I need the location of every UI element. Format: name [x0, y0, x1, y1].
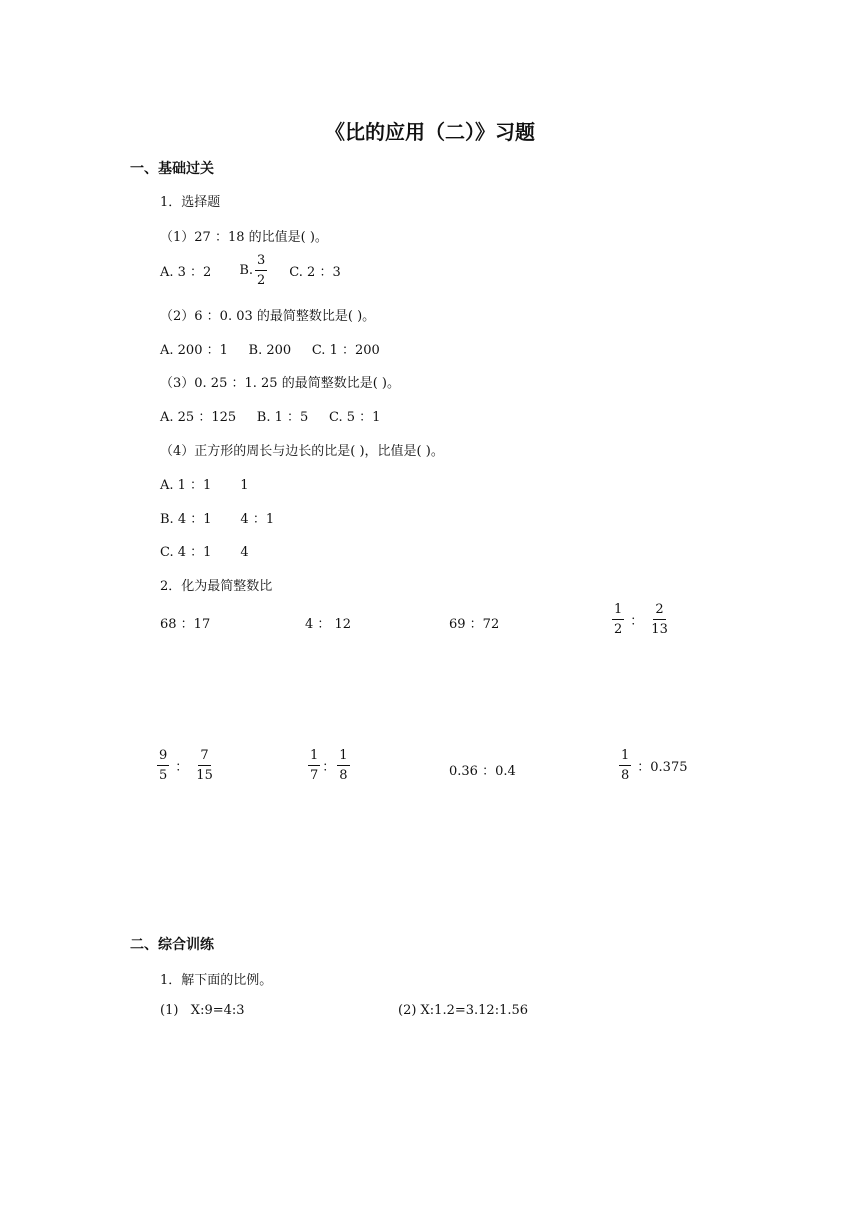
problem-1-options: [160, 253, 341, 288]
fraction-denominator: 2: [257, 273, 266, 288]
fraction-numerator: 1: [308, 748, 320, 766]
ratio-decimal-036-04: 0.36 ：0.4: [449, 764, 516, 779]
proportion-equation-1: (1) X:9=4:3: [160, 1003, 245, 1018]
fraction-b: [649, 602, 670, 637]
fraction-a: [308, 748, 320, 783]
option-c: C. 2 ：3: [289, 265, 341, 280]
fraction-numerator: 3: [255, 253, 267, 271]
problem-3-stem: （3）0. 25 ：1. 25 的最简整数比是( )。: [160, 376, 400, 391]
fraction-denominator: 15: [196, 768, 213, 783]
fraction-denominator: 13: [651, 622, 668, 637]
fraction-numerator: 1: [337, 748, 349, 766]
problem-4-option-a: A. 1 ：1 1: [160, 478, 249, 493]
fraction-numerator: 7: [198, 748, 210, 766]
section-2-question-1-title: 1．解下面的比例。: [160, 973, 273, 988]
ratio-fraction-1-8-0375: [619, 748, 688, 783]
fraction-denominator: 5: [159, 768, 168, 783]
ratio-fraction-1-7-1-8: [308, 748, 350, 783]
problem-2-options: A. 200 ：1 B. 200 C. 1 ：200: [160, 343, 380, 358]
fraction-a: [612, 602, 624, 637]
problem-3-options: A. 25 ：125 B. 1 ：5 C. 5 ：1: [160, 410, 381, 425]
problem-2-stem: （2）6 ：0. 03 的最简整数比是( )。: [160, 309, 376, 324]
section-1-heading: 一、基础过关: [130, 161, 214, 177]
fraction-a: [619, 748, 631, 783]
ratio-69-72: 69 ：72: [449, 617, 500, 632]
option-b-prefix: B.: [239, 263, 254, 278]
fraction-denominator: 8: [339, 768, 348, 783]
option-a: A. 3 ：2: [160, 265, 212, 280]
ratio-4-12: 4 ： 12: [305, 617, 352, 632]
fraction-b: [194, 748, 215, 783]
fraction-b: [337, 748, 349, 783]
fraction-numerator: 1: [619, 748, 631, 766]
ratio-colon-decimal: ：0.375: [637, 760, 688, 775]
option-b-fraction: [255, 253, 267, 288]
fraction-denominator: 8: [621, 768, 630, 783]
question-1-title: 1．选择题: [160, 195, 221, 210]
problem-4-option-b: B. 4 ：1 4 ：1: [160, 512, 275, 527]
fraction-a: [157, 748, 169, 783]
ratio-fraction-half-two-thirteenths: [612, 602, 670, 637]
ratio-fraction-9-5-7-15: [157, 748, 215, 783]
fraction-denominator: 7: [310, 768, 319, 783]
ratio-colon: ：: [175, 760, 189, 775]
ratio-colon: ：: [630, 614, 644, 629]
proportion-equation-2: (2) X:1.2=3.12:1.56: [398, 1003, 529, 1018]
fraction-denominator: 2: [614, 622, 623, 637]
section-2-heading: 二、综合训练: [130, 937, 214, 953]
problem-4-option-c: C. 4 ：1 4: [160, 545, 249, 560]
fraction-numerator: 9: [157, 748, 169, 766]
problem-4-stem: （4）正方形的周长与边长的比是( )，比值是( )。: [160, 444, 444, 459]
fraction-numerator: 1: [612, 602, 624, 620]
page-title: 《比的应用（二）》习题: [325, 120, 535, 144]
problem-1-stem: （1）27 ：18 的比值是( )。: [160, 230, 328, 245]
ratio-colon: ：: [322, 760, 336, 775]
question-2-title: 2．化为最简整数比: [160, 579, 273, 594]
ratio-68-17: 68 ：17: [160, 617, 211, 632]
fraction-numerator: 2: [653, 602, 665, 620]
